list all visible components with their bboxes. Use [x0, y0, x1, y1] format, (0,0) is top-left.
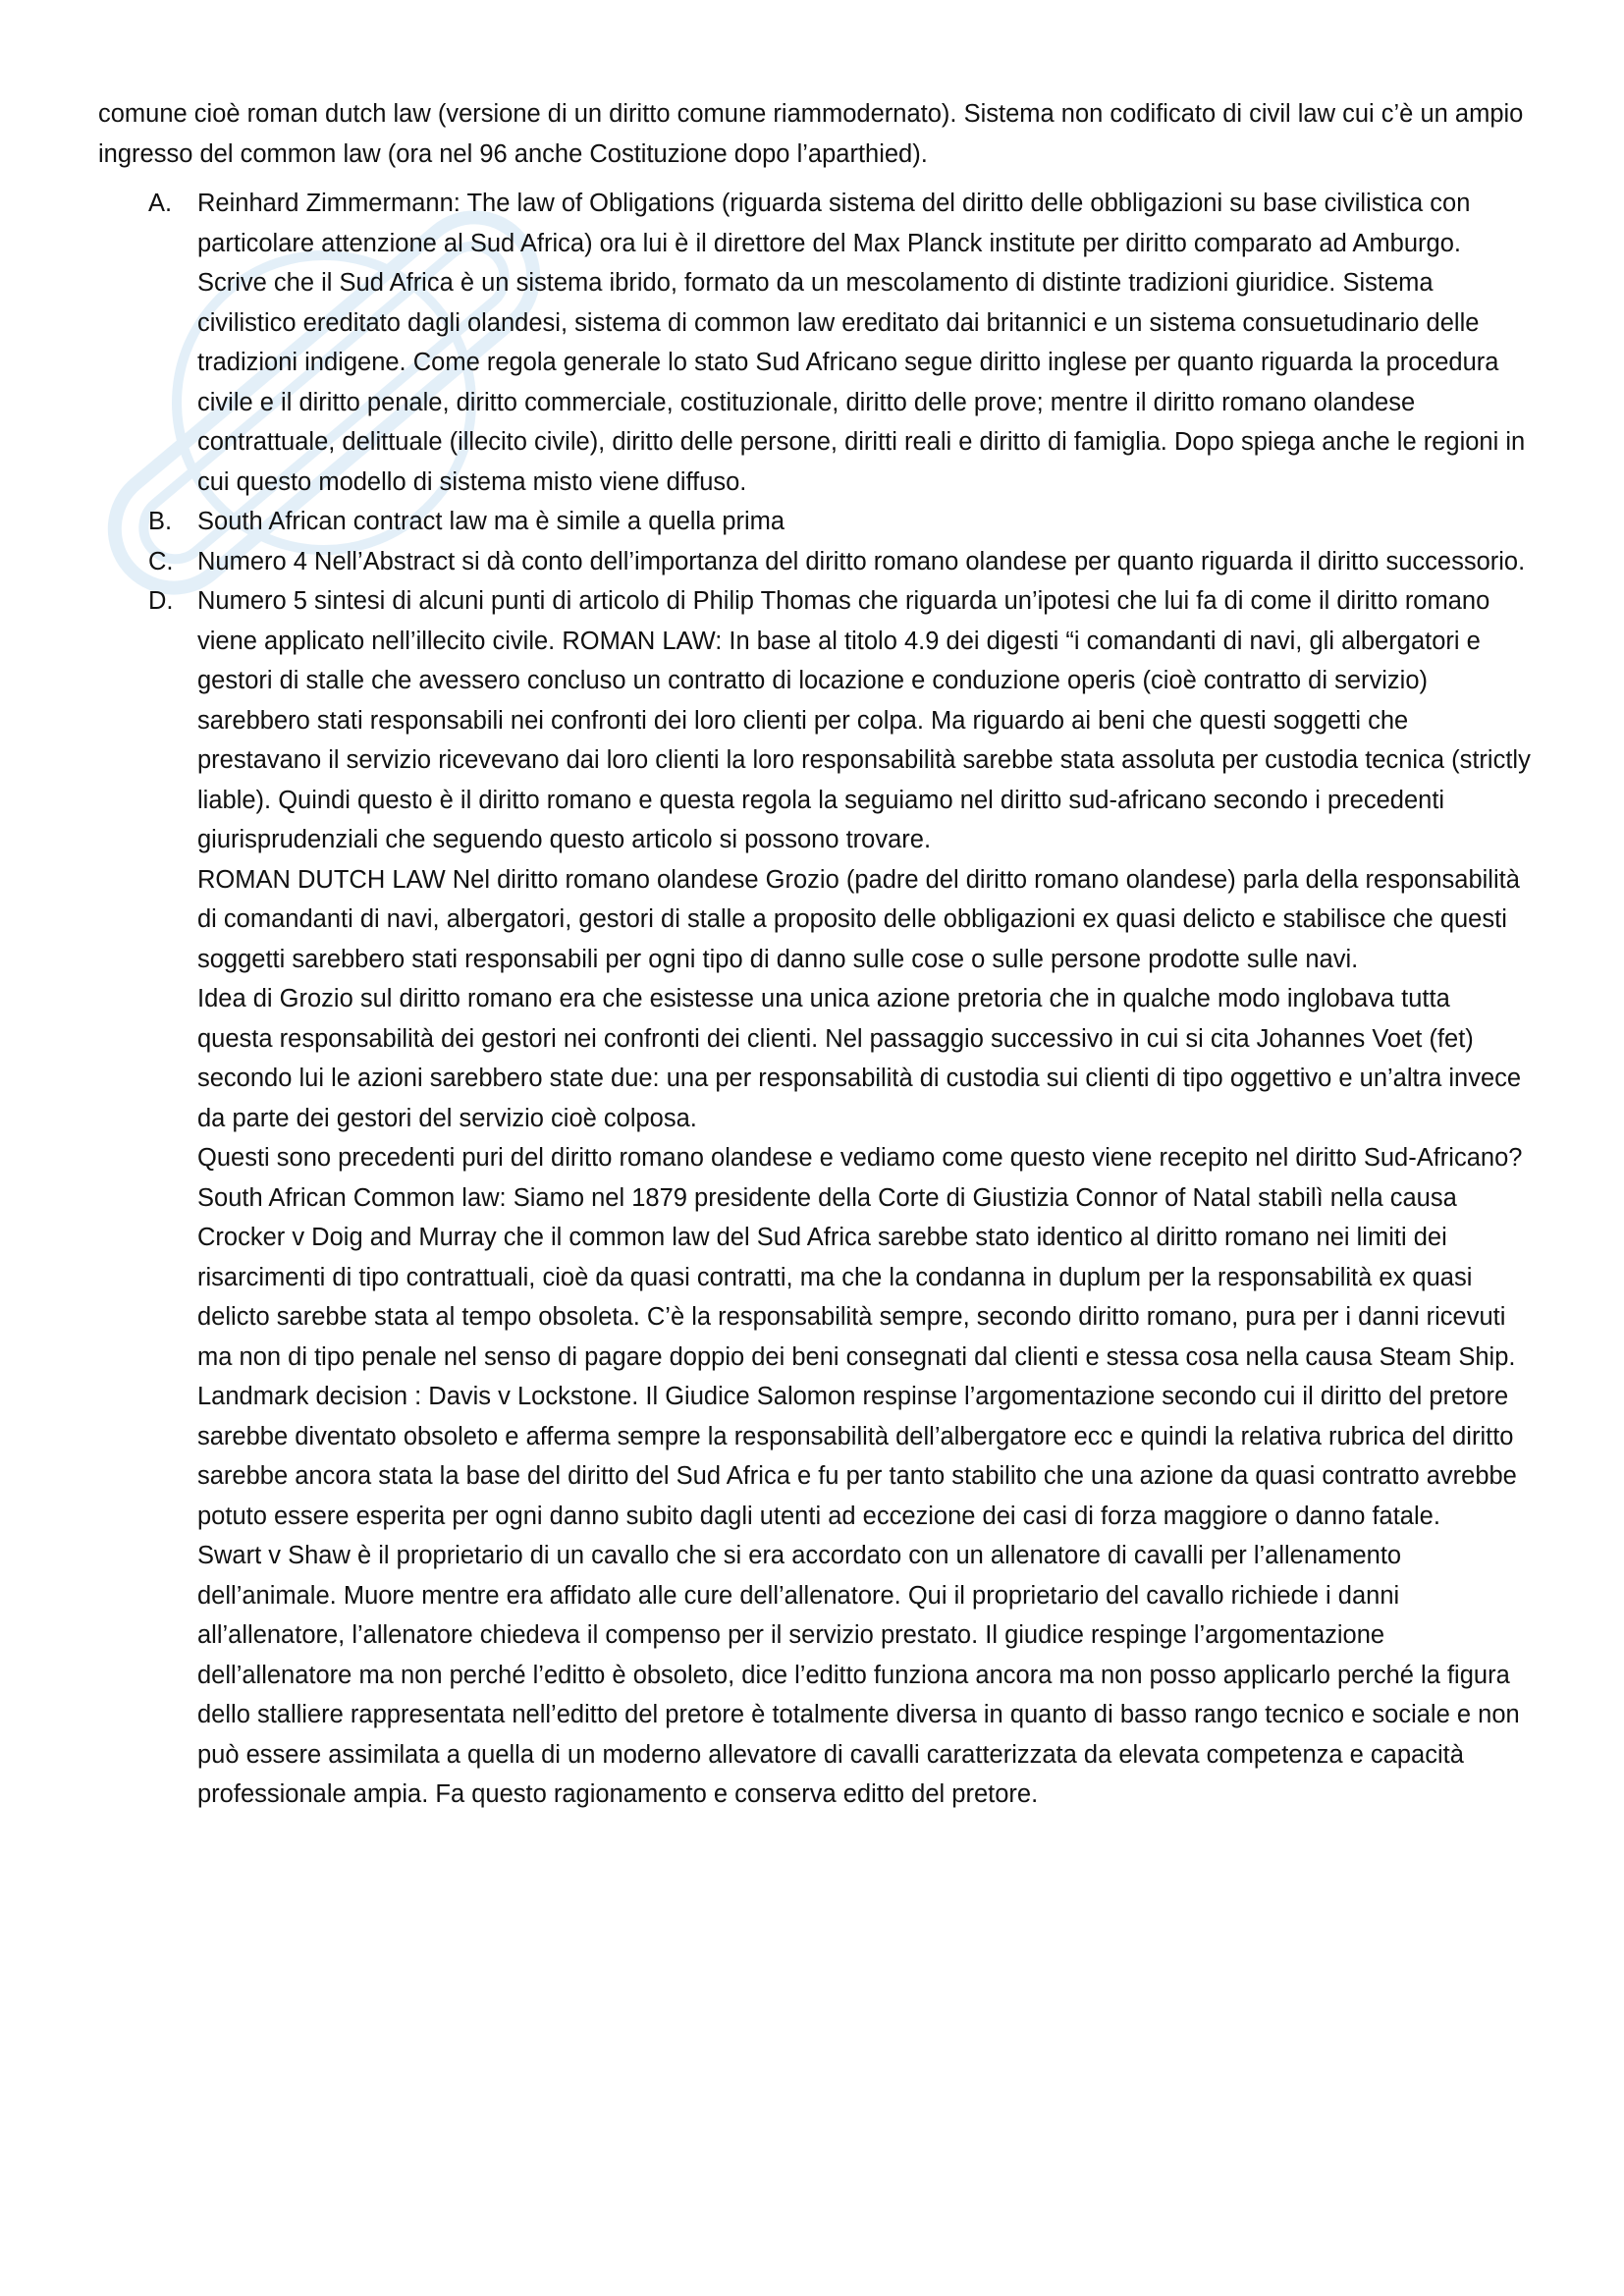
intro-section	[98, 94, 1532, 174]
list-item	[98, 542, 1532, 582]
list-item-paragraph: Numero 4 Nell’Abstract si dà conto dell’importanza del diritto romano olandese per quanto riguarda il diritto successorio.	[197, 547, 1526, 575]
list-marker: A.	[148, 190, 173, 217]
intro-paragraph: comune cioè roman dutch law (versione di un diritto comune riammodernato). Sistema non codificato di civil law cui c’è un ampio ingresso del common law (ora nel 96 anche Costituzione dopo l’aparthied).	[98, 100, 1524, 168]
list-item-body	[197, 542, 1532, 582]
list-item-paragraph: South African Common law: Siamo nel 1879 presidente della Corte di Giustizia Connor of Natal stabilì nella causa Crocker v Doig and Murray che il common law del Sud Africa sarebbe stato identico al diritto romano nei limiti dei risarcimenti di tipo contrattuali, cioè da quasi contratti, ma che la condanna in duplum per la responsabilità ex quasi delicto sarebbe stata al tempo obsoleta. C’è la responsabilità sempre, secondo diritto romano, pura per i danni ricevuti ma non di tipo penale nel senso di pagare doppio dei beni consegnati dal clienti e stessa cosa nella causa Steam Ship.	[197, 1183, 1516, 1371]
list-item-paragraph: Reinhard Zimmermann: The law of Obligations (riguarda sistema del diritto delle obbligazioni su base civilistica con particolare attenzione al Sud Africa) ora lui è il direttore del Max Planck institute per diritto comparato ad Amburgo. Scrive che il Sud Africa è un sistema ibrido, formato da un mescolamento di distinte tradizioni giuridice. Sistema civilistico ereditato dagli olandesi, sistema di common law ereditato dai britannici e un sistema consuetudinario delle tradizioni indigene. Come regola generale lo stato Sud Africano segue diritto inglese per quanto riguarda la procedura civile e il diritto penale, diritto commerciale, costituzionale, diritto delle prove; mentre il diritto romano olandese contrattuale, delittuale (illecito civile), diritto delle persone, diritti reali e diritto di famiglia. Dopo spiega anche le regioni in cui questo modello di sistema misto viene diffuso.	[197, 190, 1526, 496]
list-marker: C.	[148, 547, 174, 575]
list-item	[98, 581, 1532, 1815]
list-item-paragraph: Numero 5 sintesi di alcuni punti di articolo di Philip Thomas che riguarda un’ipotesi che lui fa di come il diritto romano viene applicato nell’illecito civile. ROMAN LAW: In base al titolo 4.9 dei digesti “i comandanti di navi, gli albergatori e gestori di stalle che avessero concluso un contratto di locazione e conduzione operis (cioè contratto di servizio) sarebbero stati responsabili nei confronti dei loro clienti per colpa. Ma riguardo ai beni che questi soggetti che prestavano il servizio ricevevano dai loro clienti la loro responsabilità sarebbe stata assoluta per custodia tecnica (strictly liable). Quindi questo è il diritto romano e questa regola la seguiamo nel diritto sud-africano secondo i precedenti giurisprudenziali che seguendo questo articolo si possono trovare.	[197, 587, 1531, 853]
list-item-body	[197, 581, 1532, 1815]
list-item-paragraph: Landmark decision : Davis v Lockstone. Il Giudice Salomon respinse l’argomentazione secondo cui il diritto del pretore sarebbe diventato obsoleto e afferma sempre la responsabilità dell’albergatore ecc e quindi la relativa rubrica del diritto sarebbe ancora stata la base del diritto del Sud Africa e fu per tanto stabilito che una azione da quasi contratto avrebbe potuto essere esperita per ogni danno subito dagli utenti ad eccezione dei casi di forza maggiore o danno fatale.	[197, 1383, 1517, 1530]
list-item-paragraph: Questi sono precedenti puri del diritto romano olandese e vediamo come questo viene recepito nel diritto Sud-Africano?	[197, 1144, 1523, 1172]
list-item-paragraph: South African contract law ma è simile a quella prima	[197, 508, 785, 535]
list-item-body	[197, 502, 1532, 542]
list-item-paragraph: ROMAN DUTCH LAW Nel diritto romano olandese Grozio (padre del diritto romano olandese) parla della responsabilità di comandanti di navi, albergatori, gestori di stalle a proposito delle obbligazioni ex quasi delicto e stabilisce che questi soggetti sarebbero stati responsabili per ogni tipo di danno sulle cose o sulle persone prodotte sulle navi.	[197, 865, 1520, 973]
list-item	[98, 184, 1532, 502]
list-item	[98, 502, 1532, 542]
document-body	[98, 94, 1532, 1815]
list-item-paragraph: Swart v Shaw è il proprietario di un cavallo che si era accordato con un allenatore di cavalli per l’allenamento dell’animale. Muore mentre era affidato alle cure dell’allenatore. Qui il proprietario del cavallo richiede i danni all’allenatore, l’allenatore chiedeva il compenso per il servizio prestato. Il giudice respinge l’argomentazione dell’allenatore ma non perché l’editto è obsoleto, dice l’editto funziona ancora ma non posso applicarlo perché la figura dello stalliere rappresentata nell’editto del pretore è totalmente diversa in quanto di basso rango tecnico e sociale e non può essere assimilata a quella di un moderno allevatore di cavalli caratterizzata da elevata competenza e capacità professionale ampia. Fa questo ragionamento e conserva editto del pretore.	[197, 1542, 1520, 1808]
lettered-list	[98, 184, 1532, 1815]
list-item-paragraph: Idea di Grozio sul diritto romano era che esistesse una unica azione pretoria che in qualche modo inglobava tutta questa responsabilità dei gestori nei confronti dei clienti. Nel passaggio successivo in cui si cita Johannes Voet (fet) secondo lui le azioni sarebbero state due: una per responsabilità di custodia sui clienti di tipo oggettivo e un’altra invece da parte dei gestori del servizio cioè colposa.	[197, 985, 1522, 1132]
list-marker: D.	[148, 587, 174, 615]
list-item-body	[197, 184, 1532, 502]
list-marker: B.	[148, 508, 173, 535]
